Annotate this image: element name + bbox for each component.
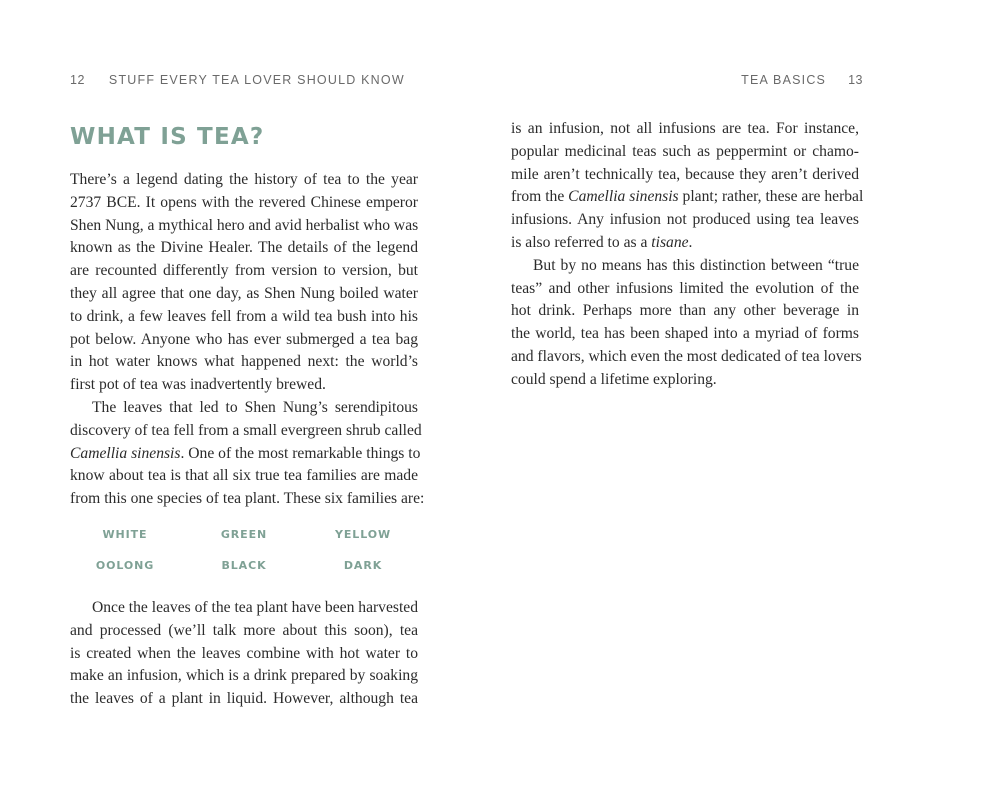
text-line: is an infusion, not all infusions are tea. For instance,	[511, 120, 859, 137]
text-line: from this one species of tea plant. These six families are:	[70, 490, 425, 508]
text-line: and processed (we’ll talk more about this soon), tea	[70, 621, 418, 639]
tea-family-white: WHITE	[102, 528, 148, 541]
text-span: is also referred to as a	[511, 233, 652, 251]
tea-families-row	[70, 527, 418, 543]
text-span: .	[688, 233, 693, 251]
text-line: are recounted differently from version to version, but	[70, 262, 418, 280]
text-line: The leaves that led to Shen Nung’s serendipitous	[92, 398, 418, 416]
text-line	[511, 232, 859, 255]
text-line: popular medicinal teas such as peppermint or chamo-	[511, 142, 859, 160]
left-page-number: 12	[70, 73, 85, 87]
paragraph-legend	[70, 169, 418, 397]
text-span: plant; rather, these are herbal	[678, 188, 864, 206]
text-span: from the	[511, 188, 569, 206]
text-line	[70, 443, 421, 466]
tea-families-row	[70, 558, 418, 574]
text-line: could spend a lifetime exploring.	[511, 370, 717, 388]
text-line: Shen Nung, a mythical hero and avid herbalist who was	[70, 216, 419, 234]
text-line: and flavors, which even the most dedicated of tea lovers	[511, 347, 862, 365]
right-running-head-title: TEA BASICS	[741, 73, 827, 87]
text-span: . One of the most remarkable things to	[180, 444, 421, 462]
text-line: discovery of tea fell from a small evergreen shrub called	[70, 421, 422, 439]
text-line: pot below. Anyone who has ever submerged a tea bag	[70, 330, 418, 348]
right-page-number: 13	[848, 73, 863, 87]
text-line: Once the leaves of the tea plant have been harvested	[92, 599, 419, 616]
text-line: they all agree that one day, as Shen Nung boiled water	[70, 284, 418, 302]
tea-family-dark: DARK	[343, 559, 383, 572]
text-line: make an infusion, which is a drink prepared by soaking	[70, 667, 418, 685]
right-page	[495, 0, 990, 787]
text-line: But by no means has this distinction between “true	[533, 256, 859, 274]
tea-family-black: BLACK	[221, 559, 267, 572]
paragraph-herbal	[511, 118, 864, 255]
left-column-top	[70, 169, 425, 511]
right-running-head	[741, 72, 863, 88]
text-line: 2737 BCE. It opens with the revered Chinese emperor	[70, 193, 418, 211]
paragraph-evolution	[511, 255, 862, 392]
text-line: the world, tea has been shaped into a myriad of forms	[511, 325, 859, 343]
left-column-bottom	[70, 597, 418, 711]
right-column	[511, 118, 864, 392]
tea-family-oolong: OOLONG	[95, 559, 155, 572]
left-running-head	[70, 72, 405, 88]
text-line: to drink, a few leaves fell from a wild tea bush into his	[70, 307, 418, 325]
text-line: known as the Divine Healer. The details of the legend	[70, 239, 418, 257]
italic-term: tisane	[651, 233, 689, 251]
left-running-head-title: STUFF EVERY TEA LOVER SHOULD KNOW	[108, 73, 405, 87]
text-line: is created when the leaves combine with hot water to	[70, 644, 418, 662]
text-line: hot drink. Perhaps more than any other beverage in	[511, 302, 859, 320]
text-line: teas” and other infusions limited the evolution of the	[511, 279, 859, 297]
text-line	[511, 186, 864, 209]
tea-family-green: GREEN	[220, 528, 268, 541]
text-line: first pot of tea was inadvertently brewed.	[70, 376, 326, 394]
text-line: know about tea is that all six true tea families are made	[70, 467, 418, 485]
paragraph-infusion	[70, 597, 418, 711]
chapter-title: WHAT IS TEA?	[70, 124, 265, 150]
italic-term: Camellia sinensis	[568, 188, 679, 206]
text-line: infusions. Any infusion not produced using tea leaves	[511, 211, 859, 229]
text-line: in hot water knows what happened next: the world’s	[70, 353, 418, 371]
paragraph-camellia	[70, 397, 425, 511]
text-line: the leaves of a plant in liquid. However, although tea	[70, 690, 418, 708]
text-line: mile aren’t technically tea, because they aren’t derived	[511, 165, 859, 183]
italic-term: Camellia sinensis	[70, 444, 181, 462]
text-line: There’s a legend dating the history of tea to the year	[70, 171, 418, 188]
tea-family-yellow: YELLOW	[335, 528, 391, 541]
